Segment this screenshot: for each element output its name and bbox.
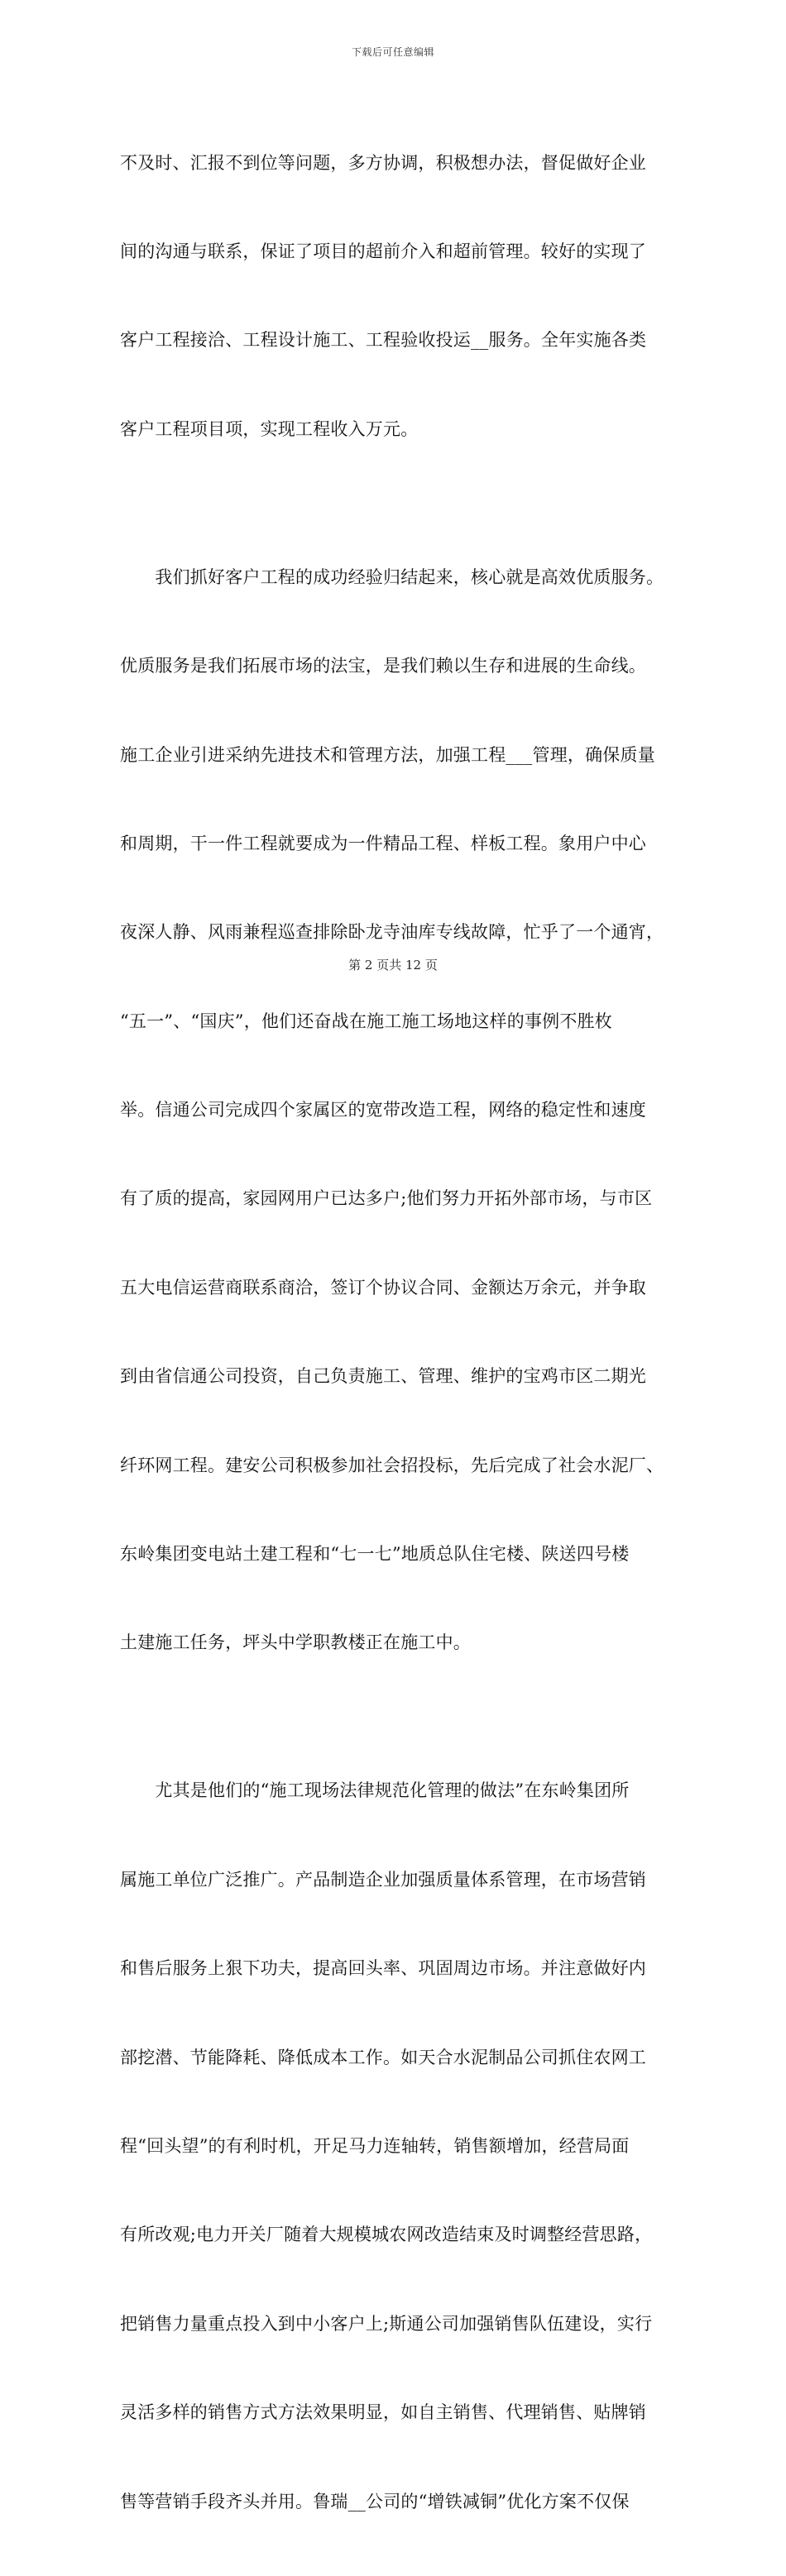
paragraph-3 [120, 1718, 666, 2576]
text-line: 施工企业引进采纳先进技术和管理方法，加强工程___管理，确保质量 [120, 744, 655, 765]
text-line: 和售后服务上狠下功夫，提高回头率、巩固周边市场。并注意做好内 [120, 1958, 646, 1979]
text-line: 有所改观;电力开关厂随着大规模城农网改造结束及时调整经营思路， [120, 2225, 653, 2245]
text-line: 到由省信通公司投资，自己负责施工、管理、维护的宝鸡市区二期光 [120, 1366, 646, 1387]
text-line: 客户工程接洽、工程设计施工、工程验收投运__服务。全年实施各类 [120, 330, 647, 351]
text-line: 优质服务是我们拓展市场的法宝，是我们赖以生存和进展的生命线。 [120, 656, 646, 676]
text-line: 尤其是他们的“施工现场法律规范化管理的做法”在东岭集团所 [120, 1780, 630, 1801]
text-line: 把销售力量重点投入到中小客户上;斯通公司加强销售队伍建设，实行 [120, 2313, 653, 2334]
text-line: 间的沟通与联系，保证了项目的超前介入和超前管理。较好的实现了 [120, 241, 646, 261]
text-line: 和周期，干一件工程就要成为一件精品工程、样板工程。象用户中心 [120, 833, 646, 853]
page-header-note: 下载后可任意编辑 [351, 46, 434, 58]
paragraph-2 [120, 504, 666, 1718]
text-line: 东岭集团变电站土建工程和“七一七”地质总队住宅楼、陕送四号楼 [120, 1544, 630, 1565]
text-line: 不及时、汇报不到位等问题，多方协调，积极想办法，督促做好企业 [120, 152, 646, 173]
text-line: 灵活多样的销售方式方法效果明显，如自主销售、代理销售、贴牌销 [120, 2402, 646, 2423]
page-number: 第 2 页共 12 页 [348, 958, 438, 973]
text-line: 五大电信运营商联系商洽，签订个协议合同、金额达万余元，并争取 [120, 1277, 646, 1298]
text-line: 程“回头望”的有利时机，开足马力连轴转，销售额增加，经营局面 [120, 2135, 630, 2156]
text-line: 部挖潜、节能降耗、降低成本工作。如天合水泥制品公司抓住农网工 [120, 2047, 646, 2067]
document-body [120, 89, 666, 2576]
paragraph-1 [120, 89, 666, 504]
text-line: 客户工程项目项，实现工程收入万元。 [120, 418, 419, 439]
text-line: 有了质的提高，家园网用户已达多户;他们努力开拓外部市场，与市区 [120, 1188, 653, 1209]
text-line: 土建施工任务，坪头中学职教楼正在施工中。 [120, 1632, 471, 1653]
text-line: 售等营销手段齐头并用。鲁瑞__公司的“增铁减铜”优化方案不仅保 [120, 2491, 630, 2511]
text-line: “五一”、“国庆”，他们还奋战在施工施工场地这样的事例不胜枚 [120, 1011, 612, 1031]
text-line: 我们抓好客户工程的成功经验归结起来，核心就是高效优质服务。 [120, 566, 664, 587]
text-line: 举。信通公司完成四个家属区的宽带改造工程，网络的稳定性和速度 [120, 1100, 646, 1121]
text-line: 属施工单位广泛推广。产品制造企业加强质量体系管理，在市场营销 [120, 1869, 646, 1890]
text-line: 夜深人静、风雨兼程巡查排除卧龙寺油库专线故障，忙乎了一个通宵， [120, 922, 664, 943]
text-line: 纤环网工程。建安公司积极参加社会招投标，先后完成了社会水泥厂、 [120, 1455, 664, 1475]
